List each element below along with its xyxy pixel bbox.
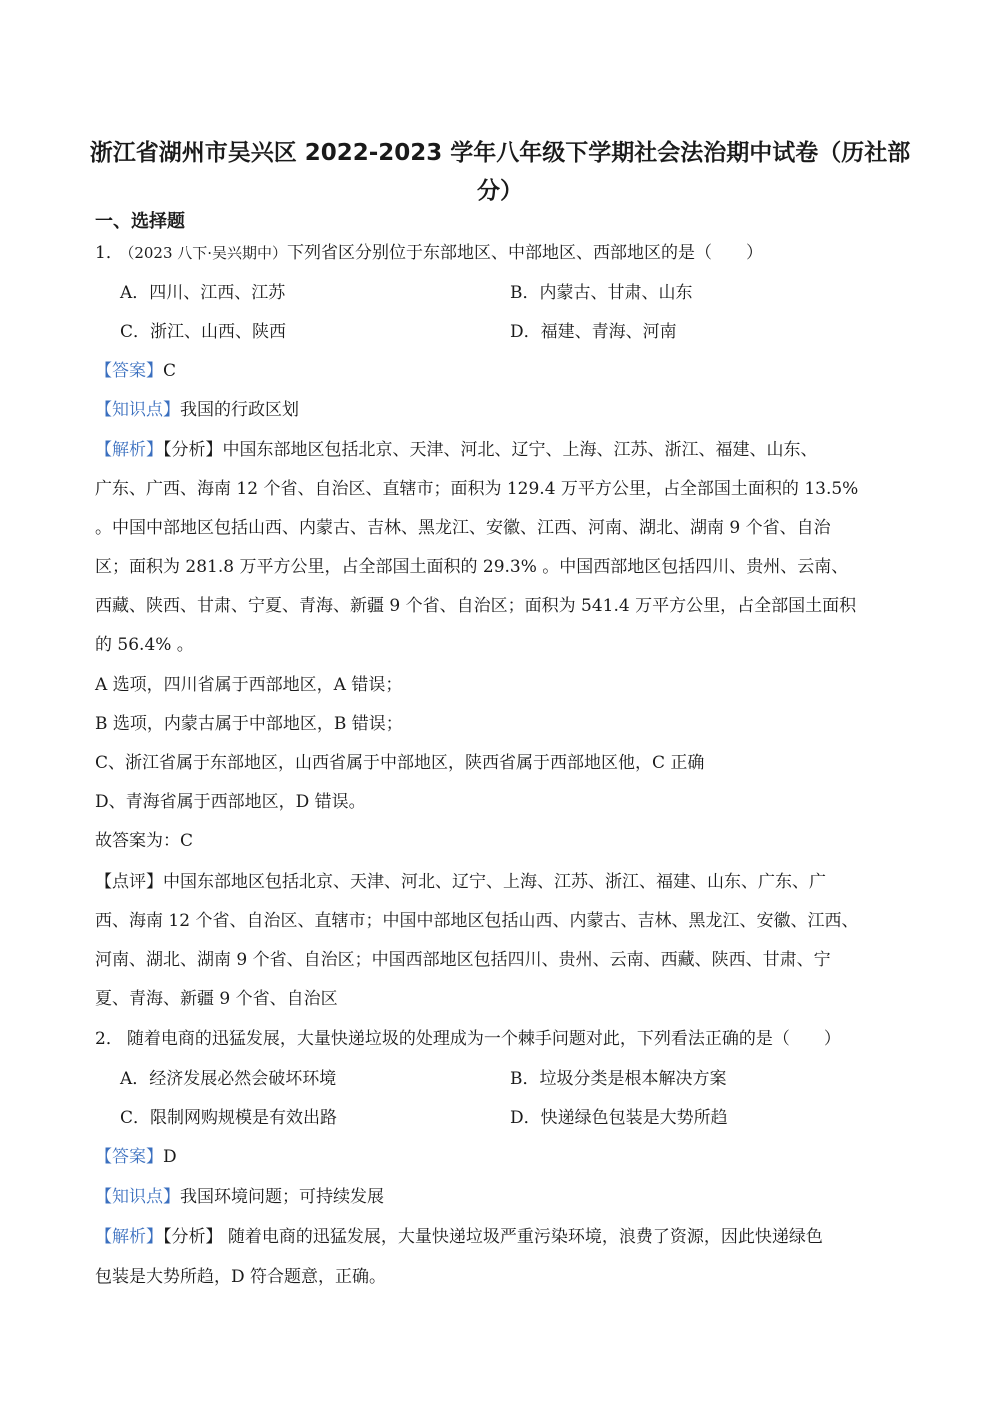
q2-option-b: B．垃圾分类是根本解决方案	[510, 1069, 727, 1089]
q2-option-c: C．限制网购规模是有效出路	[120, 1108, 338, 1128]
page-title	[70, 134, 930, 210]
question-2-stem	[95, 1026, 915, 1052]
answer-value: C	[163, 361, 177, 381]
q1-analysis-line: 广东、广西、海南 12 个省、自治区、直辖市；面积为 129.4 万平方公里，占全部国土面积的 13.5%	[95, 479, 859, 499]
analysis-text: 【分析】 随着电商的迅猛发展，大量快递垃圾严重污染环境，浪费了资源，因此快递绿色	[163, 1227, 823, 1247]
knowledge-value: 我国的行政区划	[180, 400, 299, 420]
q1-option-a: A．四川、江西、江苏	[120, 283, 286, 303]
q1-option-c: C．浙江、山西、陕西	[120, 322, 287, 342]
q1-knowledge	[95, 397, 915, 423]
knowledge-tag: 【知识点】	[95, 1187, 180, 1207]
q2-analysis-line	[95, 1224, 915, 1250]
knowledge-value: 我国环境问题；可持续发展	[180, 1187, 384, 1207]
q1-analysis-line: D、青海省属于西部地区，D 错误。	[95, 792, 366, 812]
q1-analysis-line: 。中国中部地区包括山西、内蒙古、吉林、黑龙江、安徽、江西、河南、湖北、湖南 9 个省、自治	[95, 518, 831, 538]
q1-analysis-line: C、浙江省属于东部地区，山西省属于中部地区，陕西省属于西部地区他，C 正确	[95, 753, 705, 773]
question-1-stem	[95, 240, 915, 266]
q1-answer	[95, 358, 915, 384]
q1-analysis-line: 故答案为：C	[95, 831, 194, 851]
q1-analysis-line: A 选项，四川省属于西部地区，A 错误；	[95, 675, 403, 695]
title-line-1: 浙江省湖州市吴兴区 2022-2023 学年八年级下学期社会法治期中试卷（历社部	[89, 140, 911, 166]
q1-analysis-line	[95, 437, 915, 463]
knowledge-tag: 【知识点】	[95, 400, 180, 420]
analysis-tag: 【解析】	[95, 1227, 163, 1247]
answer-tag: 【答案】	[95, 1147, 163, 1167]
question-text: 下列省区分别位于东部地区、中部地区、西部地区的是（ ）	[287, 243, 764, 263]
answer-tag: 【答案】	[95, 361, 163, 381]
q1-comment-line: 夏、青海、新疆 9 个省、自治区	[95, 989, 338, 1009]
q2-option-a: A．经济发展必然会破坏环境	[120, 1069, 337, 1089]
q1-option-d: D．福建、青海、河南	[510, 322, 677, 342]
q1-analysis-line: B 选项，内蒙古属于中部地区，B 错误；	[95, 714, 403, 734]
q1-comment-line: 【点评】中国东部地区包括北京、天津、河北、辽宁、上海、江苏、浙江、福建、山东、广东、广	[95, 872, 826, 892]
q2-knowledge	[95, 1184, 915, 1210]
q1-analysis-line: 的 56.4% 。	[95, 635, 194, 655]
q2-option-d: D．快递绿色包装是大势所趋	[510, 1108, 728, 1128]
q1-option-b: B．内蒙古、甘肃、山东	[510, 283, 693, 303]
question-number: 1．	[95, 243, 123, 263]
section-heading: 一、选择题	[95, 211, 185, 232]
q1-analysis-line: 西藏、陕西、甘肃、宁夏、青海、新疆 9 个省、自治区；面积为 541.4 万平方公里，占全部国土面积	[95, 596, 857, 616]
q1-comment-line: 河南、湖北、湖南 9 个省、自治区；中国西部地区包括四川、贵州、云南、西藏、陕西、甘肃、宁	[95, 950, 831, 970]
answer-value: D	[163, 1147, 177, 1167]
q2-analysis-line: 包装是大势所趋，D 符合题意，正确。	[95, 1267, 387, 1287]
q1-analysis-line: 区；面积为 281.8 万平方公里，占全部国土面积的 29.3% 。中国西部地区包括四川、贵州、云南、	[95, 557, 849, 577]
analysis-tag: 【解析】	[95, 440, 163, 460]
question-number: 2．	[95, 1029, 123, 1049]
title-line-2: 分）	[477, 178, 523, 204]
question-text: 随着电商的迅猛发展，大量快递垃圾的处理成为一个棘手问题对此，下列看法正确的是（ ）	[126, 1029, 841, 1049]
q2-answer	[95, 1144, 915, 1170]
question-source: （2023 八下·吴兴期中）	[126, 244, 288, 262]
analysis-text: 【分析】中国东部地区包括北京、天津、河北、辽宁、上海、江苏、浙江、福建、山东、	[163, 440, 818, 460]
q1-comment-line: 西、海南 12 个省、自治区、直辖市；中国中部地区包括山西、内蒙古、吉林、黑龙江、安徽、江西、	[95, 911, 859, 931]
